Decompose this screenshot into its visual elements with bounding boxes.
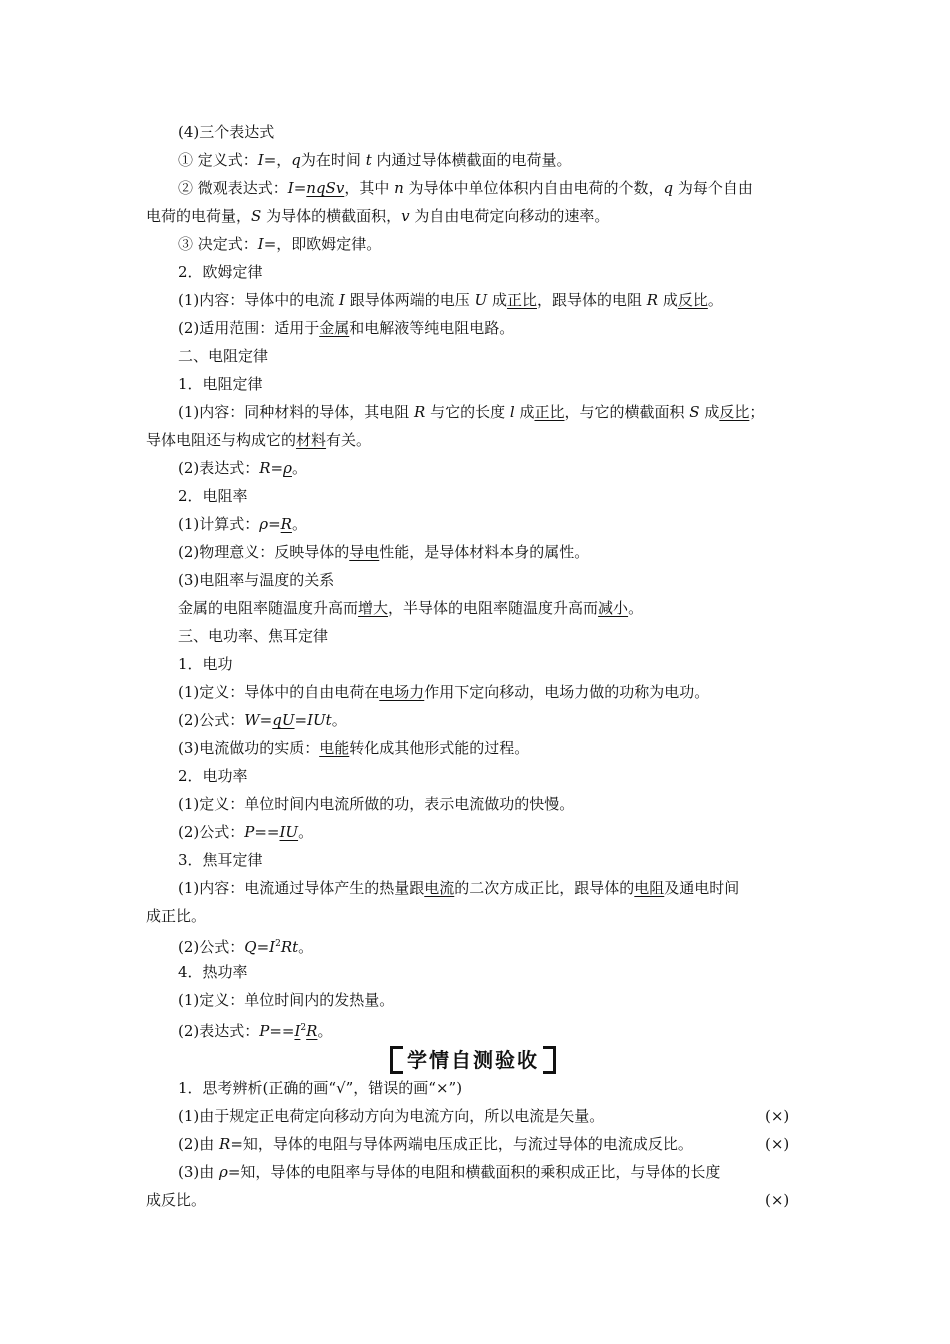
text-line: (1)定义：单位时间内的发热量。 — [178, 991, 395, 1009]
text-line: (1)内容：导体中的电流 I 跟导体两端的电压 U 成正比，跟导体的电阻 R 成反比。 — [178, 291, 723, 309]
text-line: 1．电阻定律 — [178, 375, 263, 393]
text-line: (1)内容：同种材料的导体，其电阻 R 与它的长度 l 成正比，与它的横截面积 S 成反比； — [178, 403, 765, 421]
text-line: (2)公式：W=qU=IUt。 — [178, 711, 347, 729]
text-line: (2)公式：$Q=I^2Rt$。 — [178, 938, 314, 956]
text-line: 导体电阻还与构成它的材料有关。 — [146, 431, 372, 449]
text-line: (3)电流做功的实质：电能转化成其他形式能的过程。 — [178, 739, 530, 757]
text-line: 电荷的电荷量，S 为导体的横截面积，v 为自由电荷定向移动的速率。 — [146, 207, 610, 225]
text-line: (2)表达式：R=ρ。 — [178, 459, 307, 477]
text-line: 2．欧姆定律 — [178, 263, 263, 281]
quiz-item: (3)由 ρ=知，导体的电阻率与导体的电阻和横截面积的乘积成正比，与导体的长度 — [178, 1163, 721, 1181]
right-bracket-icon — [543, 1046, 556, 1074]
text-line: ② 微观表达式：I=nqSv，其中 n 为导体中单位体积内自由电荷的个数，q 为每个自由 — [178, 179, 753, 197]
quiz-item: (2)由 R=知，导体的电阻与导体两端电压成正比，与流过导体的电流成反比。 — [178, 1135, 693, 1153]
text-line: 1．电功 — [178, 655, 233, 673]
text-line: 4．热功率 — [178, 963, 248, 981]
quiz-item-continued: 成反比。 — [146, 1191, 207, 1209]
quiz-item: (1)由于规定正电荷定向移动方向为电流方向，所以电流是矢量。 — [178, 1107, 605, 1125]
quiz-answer-mark: (×) — [765, 1107, 790, 1125]
text-line: ③ 决定式：I=，即欧姆定律。 — [178, 235, 382, 253]
left-bracket-icon — [390, 1046, 403, 1074]
text-line: (1)定义：单位时间内电流所做的功，表示电流做功的快慢。 — [178, 795, 575, 813]
text-line: (2)物理意义：反映导体的导电性能，是导体材料本身的属性。 — [178, 543, 590, 561]
text-line: 3．焦耳定律 — [178, 851, 263, 869]
text-line: (2)表达式：$P==I^2R$。 — [178, 1022, 333, 1040]
text-line: (2)适用范围：适用于金属和电解液等纯电阻电路。 — [178, 319, 515, 337]
text-line: 成正比。 — [146, 907, 207, 925]
text-line: (4)三个表达式 — [178, 123, 275, 141]
text-line: (1)计算式：ρ=R。 — [178, 515, 307, 533]
quiz-instruction: 1．思考辨析(正确的画“√”，错误的画“×”) — [178, 1079, 463, 1097]
text-line: (1)内容：电流通过导体产生的热量跟电流的二次方成正比，跟导体的电阻及通电时间 — [178, 879, 740, 897]
section-banner — [384, 1044, 562, 1072]
section-heading: 二、电阻定律 — [178, 347, 269, 365]
section-title: 学情自测验收 — [407, 1047, 539, 1072]
text-line: (1)定义：导体中的自由电荷在电场力作用下定向移动，电场力做的功称为电功。 — [178, 683, 710, 701]
text-line: 2．电功率 — [178, 767, 248, 785]
section-heading: 三、电功率、焦耳定律 — [178, 627, 329, 645]
text-line: 金属的电阻率随温度升高而增大，半导体的电阻率随温度升高而减小。 — [178, 599, 644, 617]
text-line: (2)公式：P==IU。 — [178, 823, 314, 841]
text-line: 2．电阻率 — [178, 487, 248, 505]
quiz-answer-mark: (×) — [765, 1135, 790, 1153]
text-line: ① 定义式：I=，q为在时间 t 内通过导体横截面的电荷量。 — [178, 151, 572, 169]
text-line: (3)电阻率与温度的关系 — [178, 571, 335, 589]
quiz-answer-mark: (×) — [765, 1191, 790, 1209]
